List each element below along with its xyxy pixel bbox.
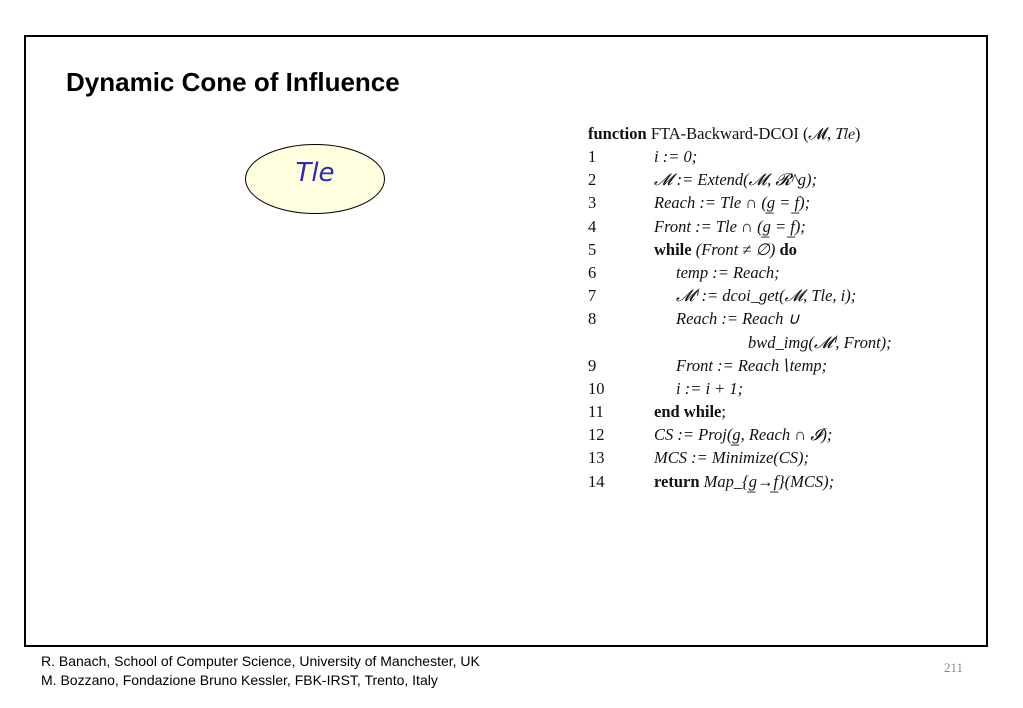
line-code: 𝓜 := Extend(𝓜, 𝓡^g); — [654, 170, 818, 190]
line-number: 5 — [588, 239, 597, 259]
line-code — [654, 238, 797, 261]
algorithm-line — [588, 261, 860, 284]
line-code — [654, 400, 726, 423]
slide-title: Dynamic Cone of Influence — [66, 67, 400, 97]
algorithm-line — [588, 284, 860, 307]
line-code: 𝓜ⁱ := dcoi_get(𝓜, Tle, i); — [676, 286, 857, 306]
while-keyword: while — [654, 239, 692, 259]
line-number: 6 — [588, 262, 597, 282]
line-number: 4 — [588, 216, 597, 236]
line-number: 2 — [588, 170, 597, 190]
line-number: 12 — [588, 425, 605, 445]
algorithm-line — [588, 215, 860, 238]
function-signature: FTA-Backward-DCOI (𝓜, 𝑇𝑙𝑒) — [650, 124, 861, 143]
algorithm-block — [588, 122, 892, 493]
line-code: Reach := Reach ∪ — [676, 309, 800, 329]
algorithm-line — [588, 168, 860, 191]
algorithm-line — [588, 331, 892, 354]
line-code: i := 0; — [654, 147, 698, 166]
line-code: MCS := Minimize(CS); — [654, 448, 810, 468]
algorithm-line — [588, 400, 860, 423]
tle-ellipse — [245, 144, 385, 214]
line-number: 10 — [588, 378, 605, 398]
line-terminator: ; — [721, 402, 726, 422]
do-keyword: do — [779, 239, 797, 259]
line-code: Front := Tle ∩ (g̲ = f̲); — [654, 216, 806, 236]
line-number: 8 — [588, 309, 597, 329]
algorithm-line — [588, 423, 860, 446]
line-number: 1 — [588, 147, 597, 166]
algorithm-line — [588, 307, 860, 330]
algorithm-line — [588, 470, 860, 493]
algorithm-line — [588, 377, 860, 400]
algorithm-header — [588, 122, 860, 145]
return-keyword: return — [654, 471, 700, 491]
footer-line-2: M. Bozzano, Fondazione Bruno Kessler, FBK-IRST, Trento, Italy — [41, 672, 438, 688]
algorithm-line — [588, 446, 860, 469]
footer — [41, 652, 480, 690]
algorithm-line — [588, 238, 860, 261]
line-number: 13 — [588, 448, 605, 468]
algorithm-line — [588, 145, 860, 168]
line-number: 9 — [588, 355, 597, 375]
function-keyword: function — [588, 124, 647, 143]
algorithm-line — [588, 191, 860, 214]
line-code: Front := Reach∖temp; — [676, 355, 828, 375]
ellipse-label: Tle — [295, 158, 335, 188]
algorithm-line — [588, 354, 860, 377]
line-code: i := i + 1; — [676, 378, 744, 398]
while-condition: (Front ≠ ∅) — [695, 239, 776, 259]
line-number: 3 — [588, 193, 597, 213]
line-code: CS := Proj(g̲, Reach ∩ 𝓘); — [654, 425, 833, 445]
footer-line-1: R. Banach, School of Computer Science, University of Manchester, UK — [41, 653, 480, 669]
line-code: bwd_img(𝓜ⁱ, Front); — [748, 332, 892, 352]
line-code: Reach := Tle ∩ (g̲ = f̲); — [654, 193, 811, 213]
line-code — [654, 470, 834, 493]
line-number: 7 — [588, 286, 597, 306]
return-expression: Map_{g̲→f̲}(MCS); — [703, 471, 835, 491]
line-number: 14 — [588, 471, 605, 491]
page-number: 211 — [944, 660, 964, 675]
line-code: temp := Reach; — [676, 262, 780, 282]
end-while-keyword: end while — [654, 402, 722, 422]
line-number: 11 — [588, 402, 604, 422]
